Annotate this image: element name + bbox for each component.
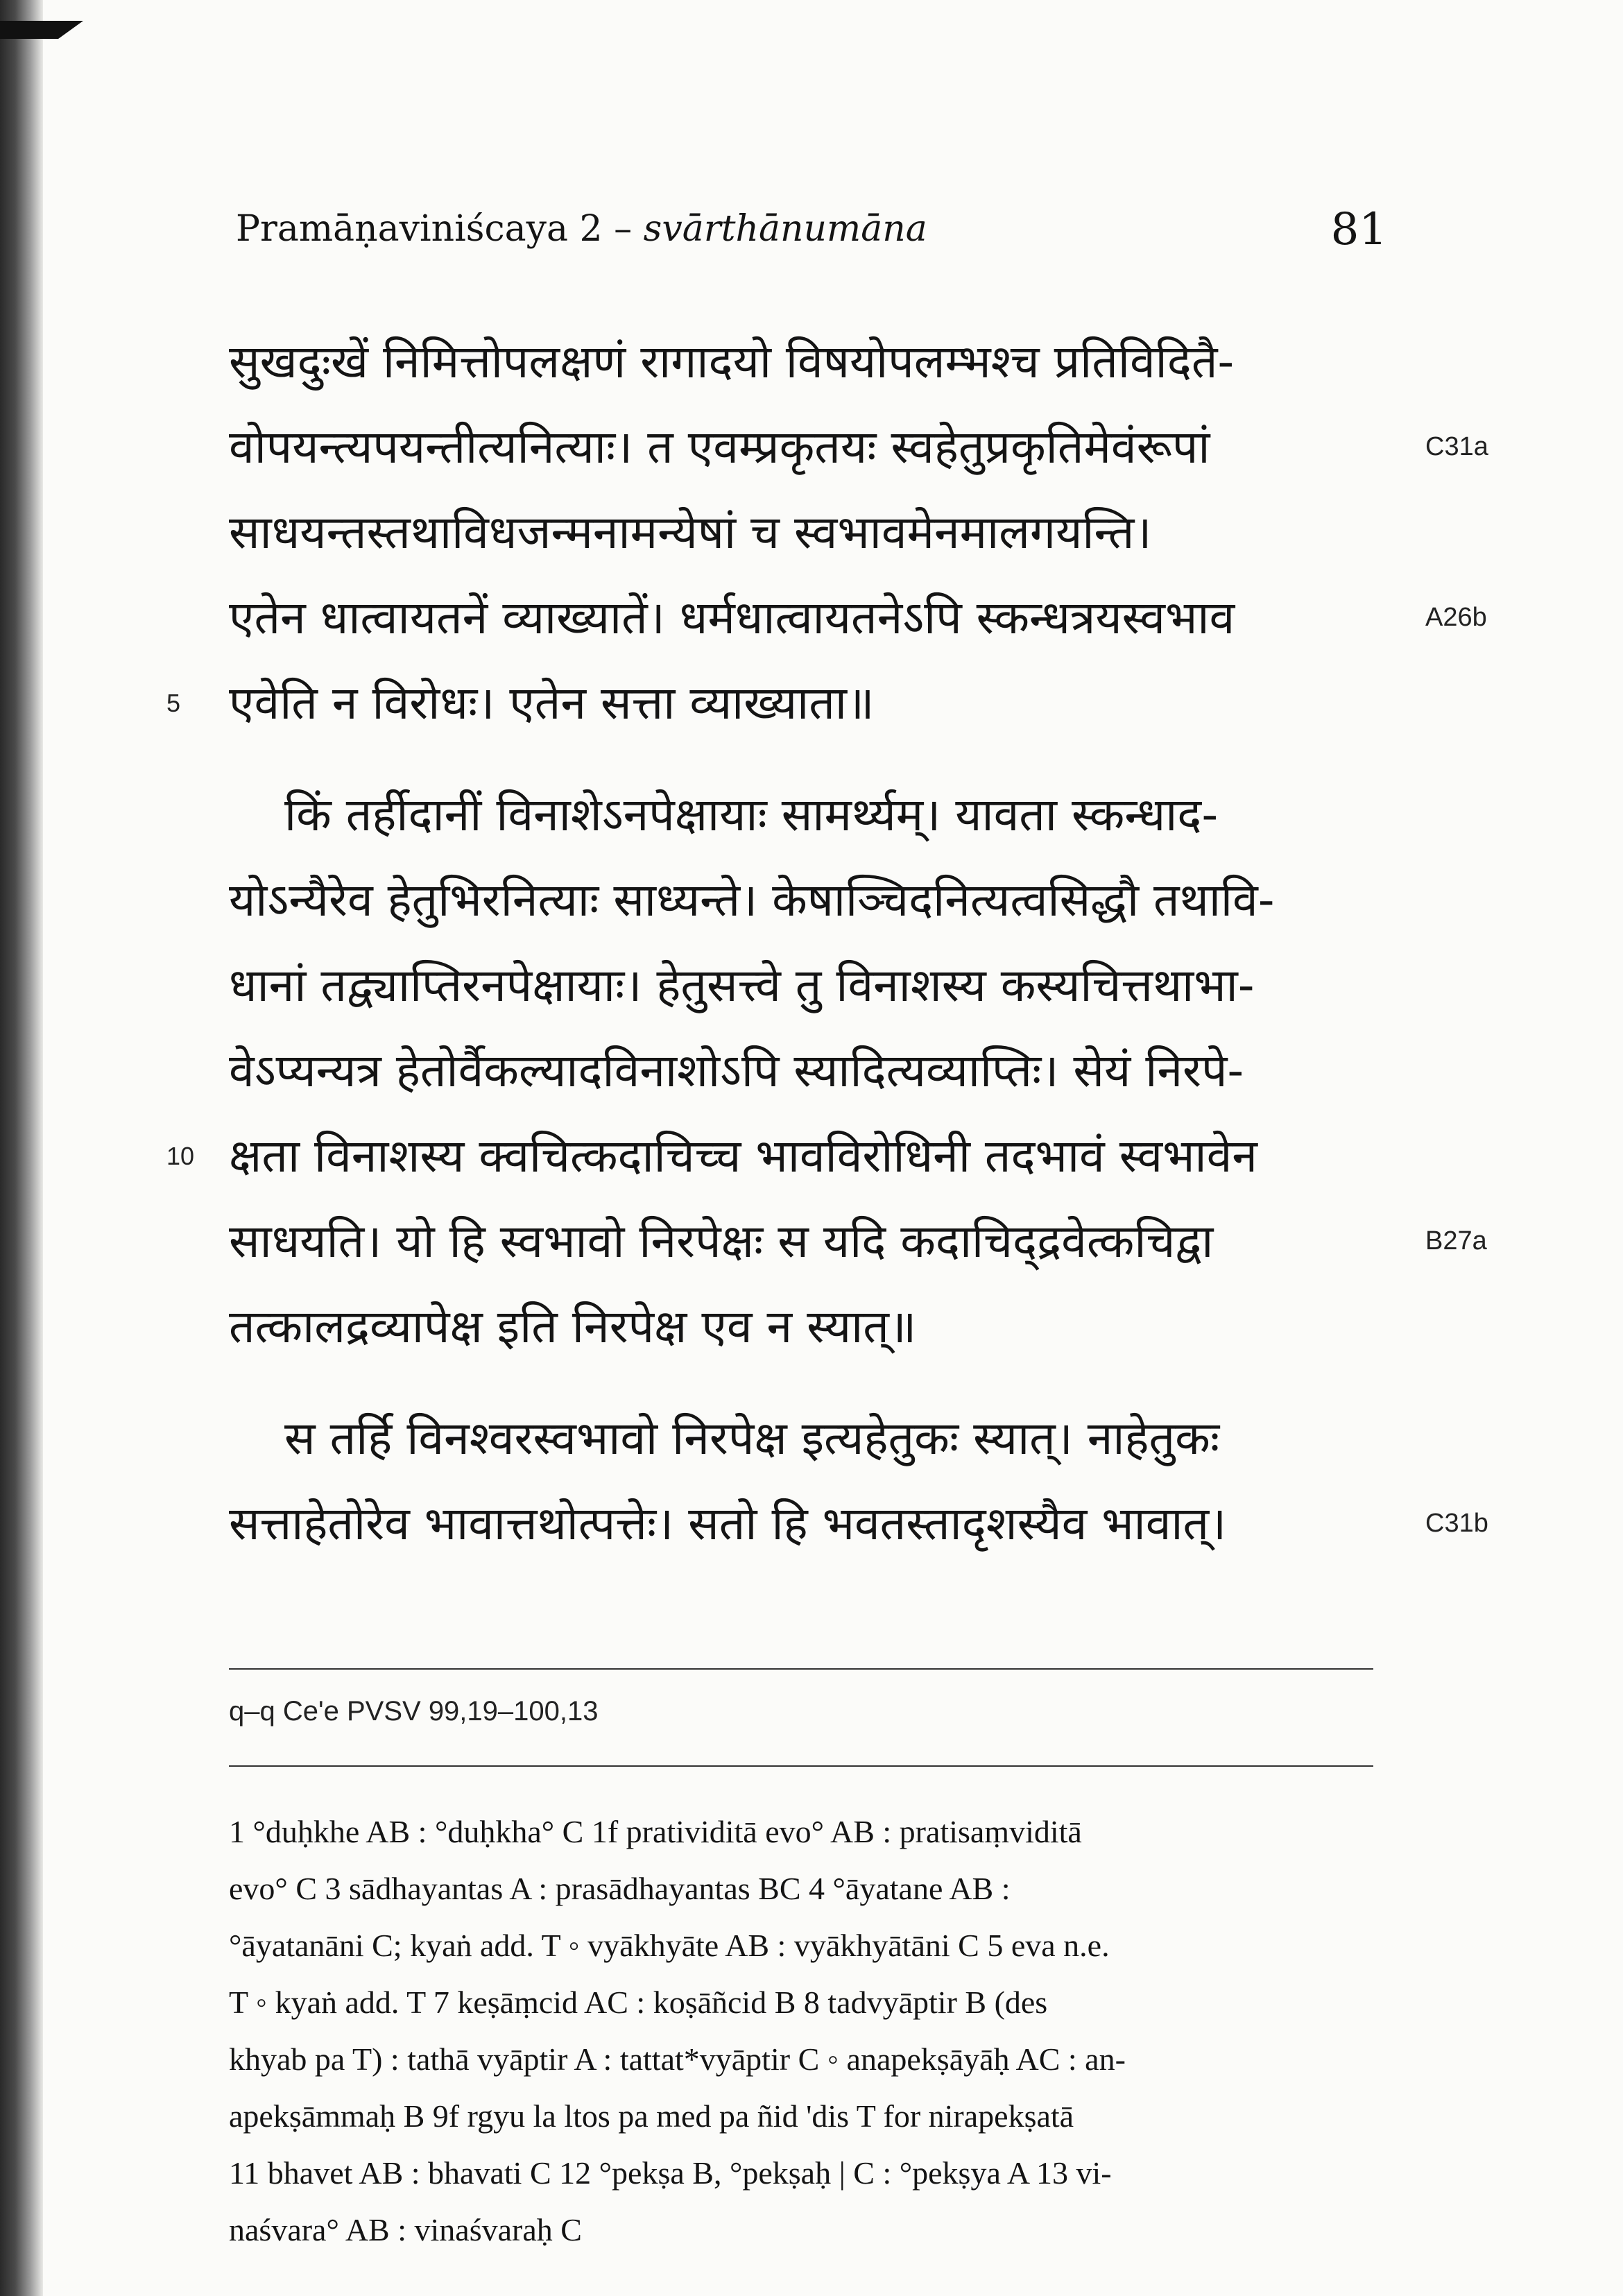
text-line xyxy=(166,1113,1401,1199)
line-number: 5 xyxy=(166,689,181,717)
line-text: योऽन्यैरेव हेतुभिरनित्याः साध्यन्ते। केषाञ्चिदनित्यत्वसिद्धौ तथावि- xyxy=(229,873,1275,927)
text-line xyxy=(229,1481,1488,1566)
page-number: 81 xyxy=(1330,204,1387,255)
text-line xyxy=(229,490,1401,575)
text-line xyxy=(229,943,1401,1028)
line-text: क्षता विनाशस्य क्वचित्कदाचिच्च भावविरोधिनी तदभावं स्वभावेन xyxy=(229,1129,1257,1183)
parallel-apparatus: q–q Ce'e PVSV 99,19–100,13 xyxy=(229,1696,599,1727)
main-text xyxy=(166,319,1488,1593)
title-italic: svārthānumāna xyxy=(643,208,927,250)
text-line xyxy=(229,772,1401,857)
text-line xyxy=(229,1284,1401,1369)
text-line xyxy=(229,575,1487,660)
paragraph xyxy=(229,1396,1488,1566)
text-line xyxy=(229,1396,1401,1481)
footnote-line: T ◦ kyaṅ add. T 7 keṣāṃcid AC : koṣāñcid B 8 tadvyāptir B (des xyxy=(229,1985,1048,2020)
paragraph xyxy=(166,772,1487,1369)
footnote-line: apekṣāmmaḥ B 9f rgyu la ltos pa med pa ñid 'dis T for nirapekṣatā xyxy=(229,2098,1074,2134)
line-text: साधयन्तस्तथाविधजन्मनामन्येषां च स्वभावमेनमालगयन्ति। xyxy=(229,506,1152,559)
running-title xyxy=(236,208,927,250)
paragraph xyxy=(166,319,1488,746)
footnote-line: 11 bhavet AB : bhavati C 12 °pekṣa B, °pekṣaḥ | C : °pekṣya A 13 vi- xyxy=(229,2155,1112,2191)
manuscript-siglum: C31b xyxy=(1425,1509,1488,1538)
footnote-rule-bottom xyxy=(229,1765,1373,1767)
manuscript-siglum: C31a xyxy=(1425,432,1488,461)
text-line xyxy=(229,404,1488,490)
line-number: 10 xyxy=(166,1142,195,1170)
spine-cap-mark xyxy=(0,21,83,39)
footnote-line: evo° C 3 sādhayantas A : prasādhayantas BC 4 °āyatane AB : xyxy=(229,1871,1011,1906)
line-text: वोपयन्त्यपयन्तीत्यनित्याः। त एवम्प्रकृतयः स्वहेतुप्रकृतिमेवंरूपां xyxy=(229,420,1210,474)
line-text: किं तर्हीदानीं विनाशेऽनपेक्षायाः सामर्थ्यम्। यावता स्कन्धाद- xyxy=(284,788,1219,841)
line-text: धानां तद्व्याप्तिरनपेक्षायाः। हेतुसत्त्वे तु विनाशस्य कस्यचित्तथाभा- xyxy=(229,959,1255,1012)
footnote-rule-top xyxy=(229,1668,1373,1670)
line-text: स तर्हि विनश्वरस्वभावो निरपेक्ष इत्यहेतुकः स्यात्। नाहेतुकः xyxy=(284,1412,1220,1465)
manuscript-siglum: A26b xyxy=(1425,603,1487,632)
text-line xyxy=(166,660,1401,746)
footnote-line: °āyatanāni C; kyaṅ add. T ◦ vyākhyāte AB : vyākhyātāni C 5 eva n.e. xyxy=(229,1928,1110,1963)
book-spine-shadow xyxy=(0,0,43,2296)
line-text: साधयति। यो हि स्वभावो निरपेक्षः स यदि कदाचिद्द्रवेत्कचिद्वा xyxy=(229,1215,1214,1268)
line-text: एतेन धात्वायतनें व्याख्यातें। धर्मधात्वायतनेऽपि स्कन्धत्रयस्वभाव xyxy=(229,591,1235,644)
text-line xyxy=(229,319,1401,404)
line-text: वेऽप्यन्यत्र हेतोर्वैकल्यादविनाशोऽपि स्यादित्यव्याप्तिः। सेयं निरपे- xyxy=(229,1044,1244,1097)
text-line xyxy=(229,857,1401,943)
title-main: Pramāṇaviniścaya 2 – xyxy=(236,208,644,250)
line-text: सुखदुःखें निमित्तोपलक्षणं रागादयो विषयोपलम्भश्च प्रतिविदितै- xyxy=(229,335,1235,388)
footnote-line: 1 °duḥkhe AB : °duḥkha° C 1f pratividitā evo° AB : pratisaṃviditā xyxy=(229,1814,1082,1849)
critical-apparatus xyxy=(229,1804,1373,2259)
manuscript-siglum: B27a xyxy=(1425,1226,1487,1256)
text-line xyxy=(229,1028,1401,1113)
running-header xyxy=(236,204,1387,271)
footnote-line: naśvara° AB : vinaśvaraḥ C xyxy=(229,2212,582,2247)
text-line xyxy=(229,1199,1487,1284)
line-text: तत्कालद्रव्यापेक्ष इति निरपेक्ष एव न स्यात्॥ xyxy=(229,1300,917,1353)
footnote-line: khyab pa T) : tathā vyāptir A : tattat*vyāptir C ◦ anapekṣāyāḥ AC : an- xyxy=(229,2041,1126,2077)
line-text: सत्ताहेतोरेव भावात्तथोत्पत्तेः। सतो हि भवतस्तादृशस्यैव भावात्। xyxy=(229,1497,1227,1550)
line-text: एवेति न विरोधः। एतेन सत्ता व्याख्याता॥ xyxy=(229,676,875,730)
